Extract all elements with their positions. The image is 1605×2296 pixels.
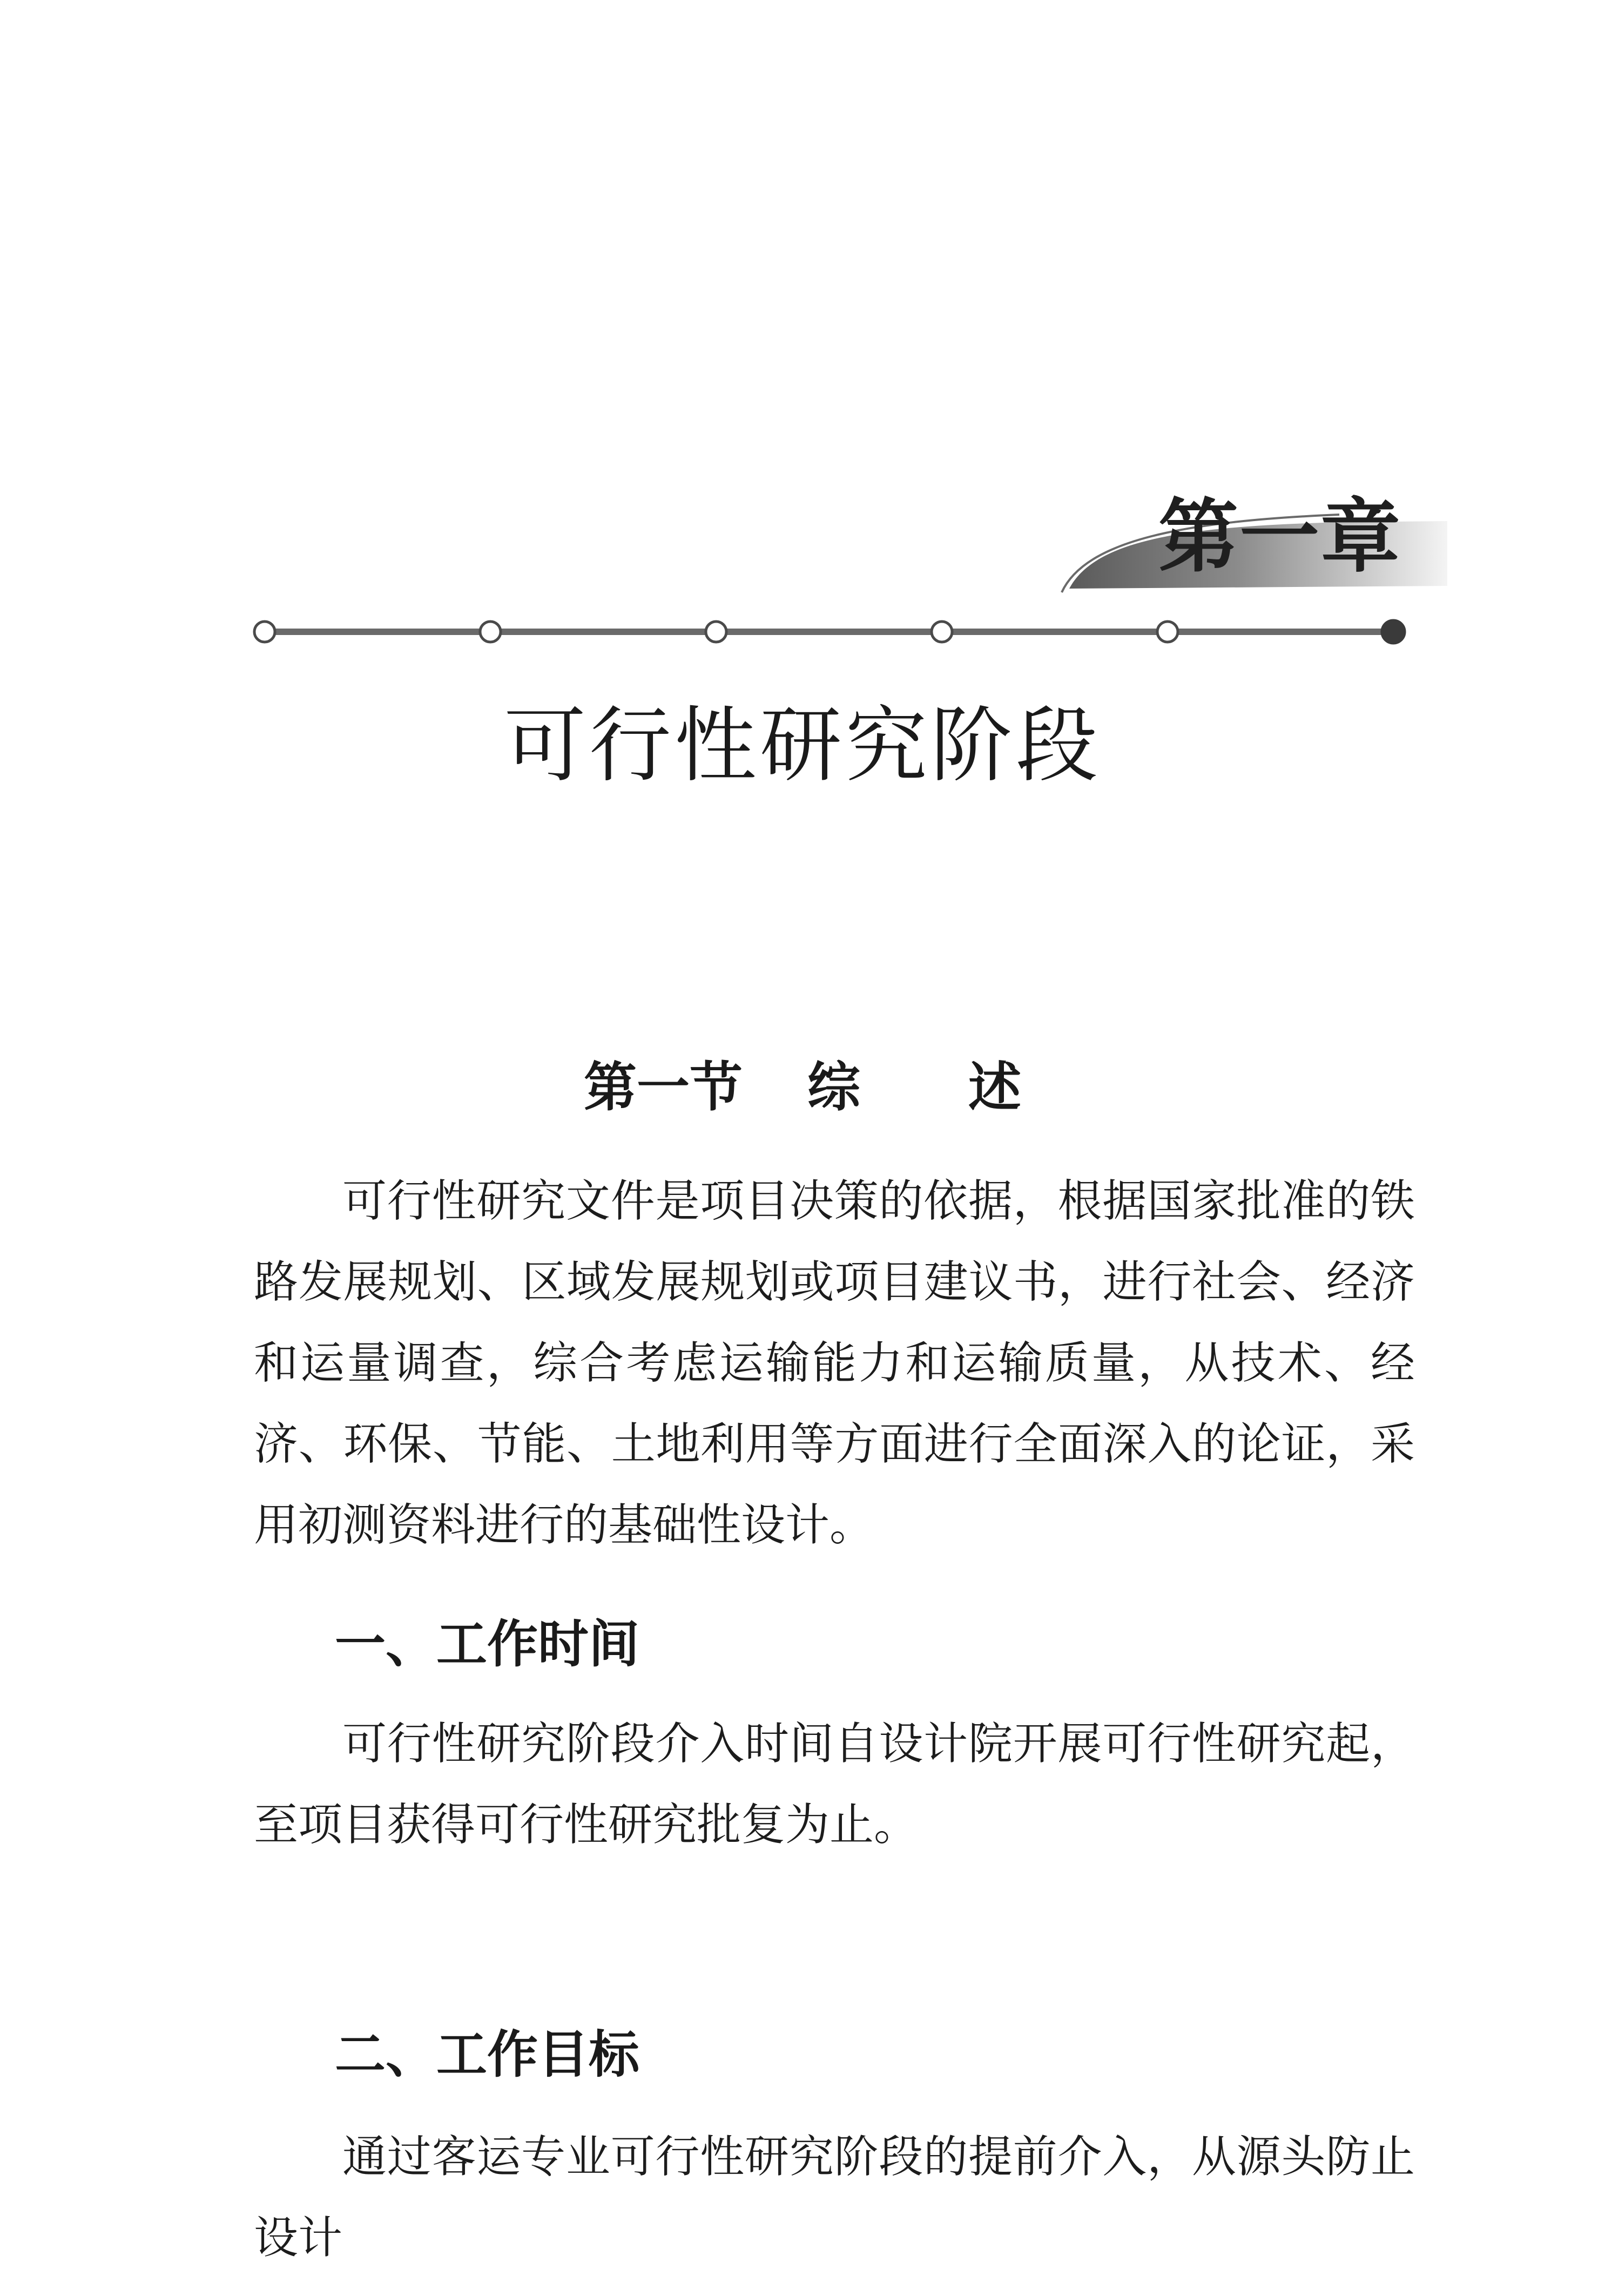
section-title: 综述 (807, 1056, 1130, 1118)
timeline-rule (248, 613, 1410, 651)
intro-paragraph: 可行性研究文件是项目决策的依据，根据国家批准的铁路发展规划、区域发展规划或项目建议书，进行社会、经济和运量调查，综合考虑运输能力和运输质量，从技术、经济、环保、节能、土地利用等方面进行全面深入的论证，采用初测资料进行的基础性设计。 (254, 1176, 1415, 1551)
section-number: 第一节 (583, 1056, 743, 1118)
subsection-paragraph-work-time: 可行性研究阶段介入时间自设计院开展可行性研究起，至项目获得可行性研究批复为止。 (254, 1718, 1415, 1851)
subsection-heading-work-goal: 二、工作目标 (335, 2025, 640, 2084)
chapter-title: 可行性研究阶段 (504, 698, 1101, 793)
subsection-paragraph-work-goal: 通过客运专业可行性研究阶段的提前介入，从源头防止设计 (254, 2131, 1415, 2264)
section-heading (0, 1056, 1605, 1119)
subsection-heading-work-time: 一、工作时间 (335, 1615, 640, 1674)
chapter-label: 第一章 (1158, 490, 1401, 583)
chapter-badge (1058, 489, 1447, 607)
